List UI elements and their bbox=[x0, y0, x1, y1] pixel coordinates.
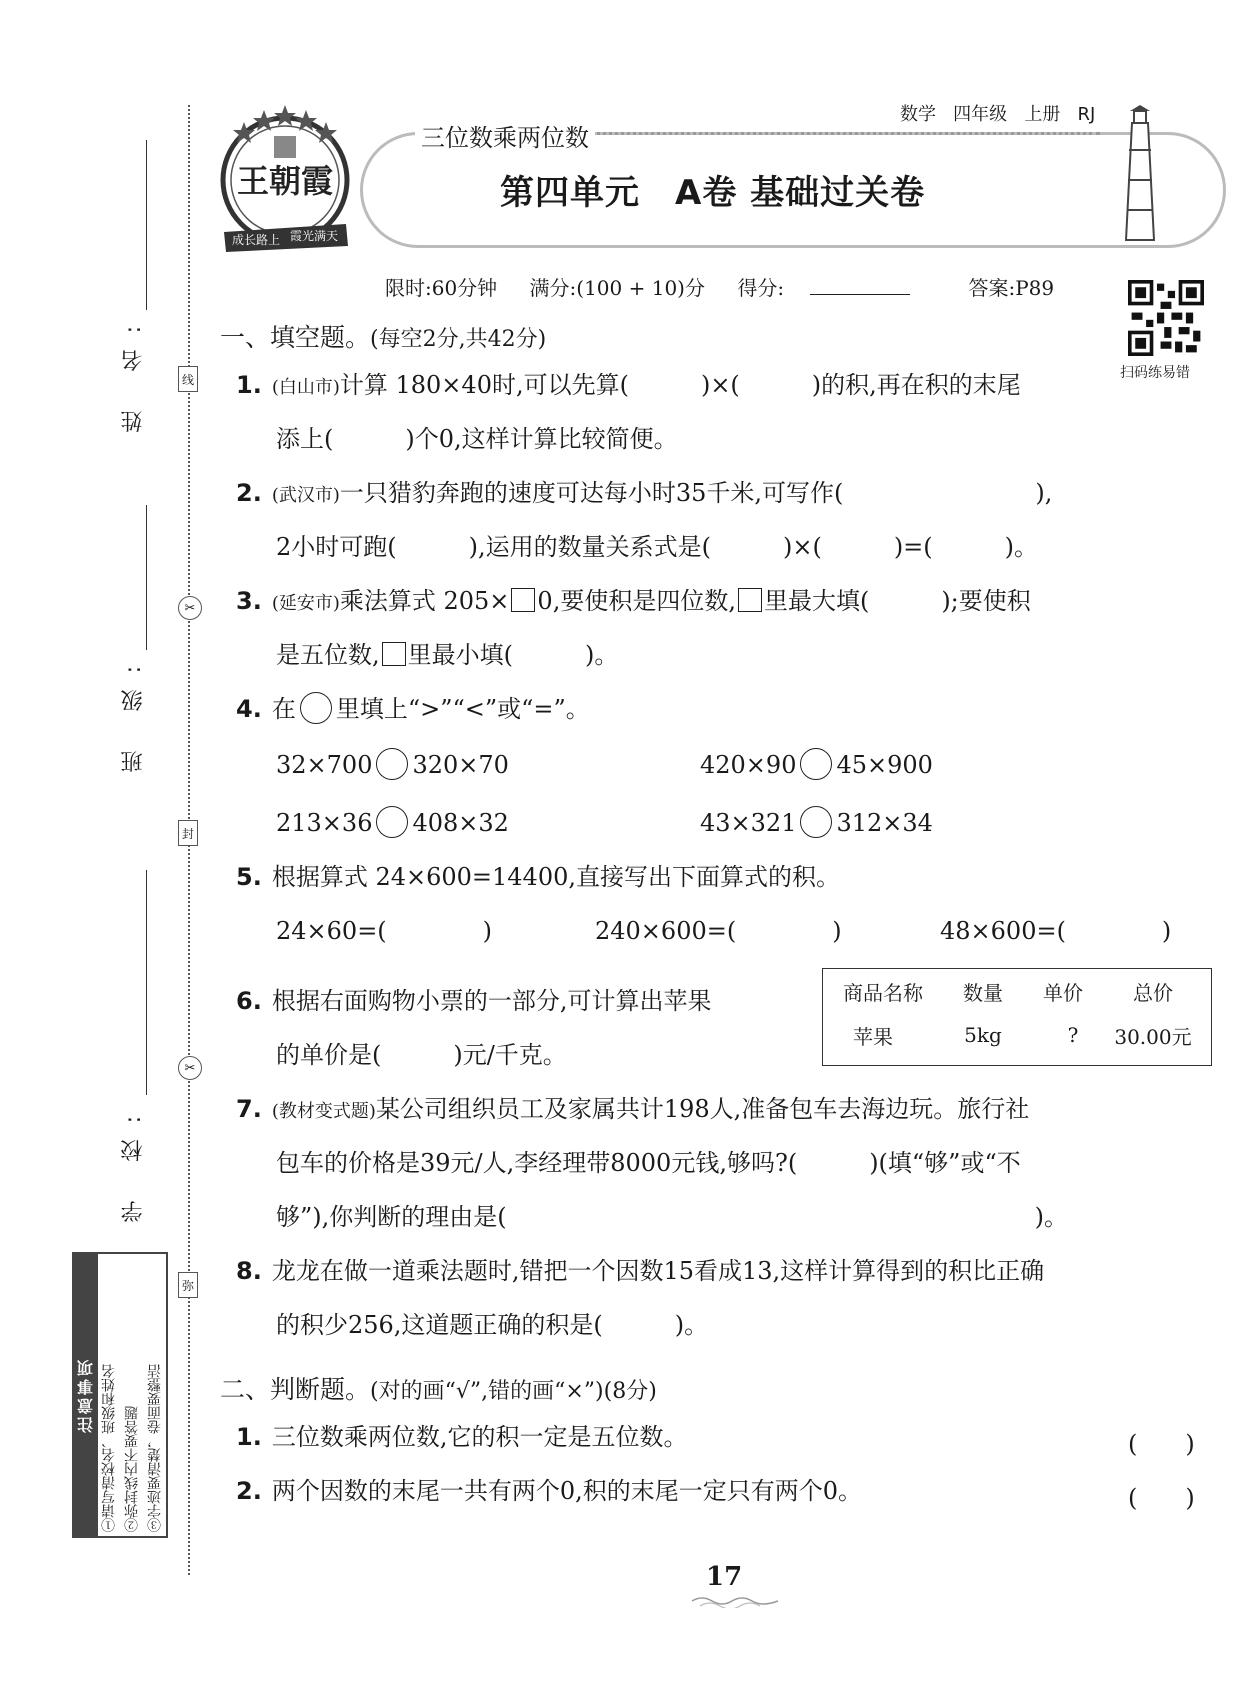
q6-line1: 6. 根据右面购物小票的一部分,可计算出苹果 bbox=[236, 987, 712, 1015]
blank-box[interactable] bbox=[382, 642, 406, 666]
notice-box bbox=[72, 1252, 168, 1538]
school-field[interactable] bbox=[146, 870, 147, 1095]
wave-decoration-icon bbox=[690, 1594, 780, 1608]
compare-circle[interactable] bbox=[800, 748, 832, 780]
binding-mark-seal: 封 bbox=[178, 820, 198, 846]
score-field[interactable] bbox=[810, 276, 910, 295]
unit-topic: 三位数乘两位数 bbox=[415, 118, 595, 153]
q7-line2: 包车的价格是39元/人,李经理带8000元钱,够吗?( )(填“够”或“不 bbox=[276, 1149, 1021, 1177]
q5-item: 48×600=( ) bbox=[940, 917, 1172, 945]
name-field[interactable] bbox=[146, 140, 147, 310]
notice-item: ①请写清校名、班级和姓名 bbox=[101, 1364, 118, 1532]
q5-line: 5. 根据算式 24×600=14400,直接写出下面算式的积。 bbox=[236, 863, 840, 891]
q4-item: 32×700 320×70 bbox=[276, 738, 509, 792]
section2-title: 二、判断题。(对的画“√”,错的画“×”)(8分) bbox=[220, 1375, 657, 1404]
svg-text:成长路上: 成长路上 bbox=[231, 233, 281, 247]
topic-rule bbox=[590, 132, 1100, 135]
q8-line2: 的积少256,这道题正确的积是( )。 bbox=[276, 1311, 709, 1339]
exam-meta: 限时:60分钟 满分:(100 + 10)分 得分: 答案:P89 bbox=[385, 276, 1055, 300]
q4-item: 43×321 312×34 bbox=[700, 796, 933, 850]
q4-line: 4. 在 里填上“>”“<”或“=”。 bbox=[236, 682, 590, 736]
q3-line1: 3. (延安市)乘法算式 205× 0,要使积是四位数, 里最大填( );要使积 bbox=[236, 587, 1031, 615]
blank-box[interactable] bbox=[511, 588, 535, 612]
class-label: 班 级: bbox=[121, 650, 146, 773]
compare-circle[interactable] bbox=[800, 806, 832, 838]
page-title: 第四单元 A卷 基础过关卷 bbox=[500, 173, 926, 213]
compare-circle[interactable] bbox=[376, 748, 408, 780]
q1-line2: 添上( )个0,这样计算比较简便。 bbox=[276, 425, 678, 453]
q1-line1: 1. (白山市)计算 180×40时,可以先算( )×( )的积,再在积的末尾 bbox=[236, 371, 1021, 399]
lighthouse-icon bbox=[1110, 105, 1170, 245]
q7-line3: 够”),你判断的理由是( )。 bbox=[276, 1203, 1068, 1231]
judge-answer-paren[interactable]: ( ) bbox=[1128, 1430, 1195, 1458]
compare-circle[interactable] bbox=[300, 692, 332, 724]
scissor-icon: ✂ bbox=[178, 596, 202, 620]
book-info: 数学 四年级 上册 RJ bbox=[900, 104, 1096, 125]
judge-q1: 1. 三位数乘两位数,它的积一定是五位数。 bbox=[236, 1423, 688, 1451]
blank-box[interactable] bbox=[738, 588, 762, 612]
svg-text:霞光满天: 霞光满天 bbox=[289, 229, 339, 243]
q5-item: 240×600=( ) bbox=[595, 917, 842, 945]
notice-item: ②弥封线内不要答题 bbox=[123, 1406, 140, 1532]
judge-answer-paren[interactable]: ( ) bbox=[1128, 1484, 1195, 1512]
q6-line2: 的单价是( )元/千克。 bbox=[276, 1041, 567, 1069]
class-field[interactable] bbox=[146, 505, 147, 650]
binding-mark-line: 线 bbox=[178, 366, 198, 392]
q3-line2: 是五位数, 里最小填( )。 bbox=[276, 641, 619, 669]
q4-item: 213×36 408×32 bbox=[276, 796, 509, 850]
q4-item: 420×90 45×900 bbox=[700, 738, 933, 792]
logo-text: 王朝霞 bbox=[236, 162, 334, 200]
notice-item: ③字迹要清楚，卷面要整洁 bbox=[146, 1364, 163, 1532]
notice-title: 注意事项 bbox=[74, 1254, 98, 1536]
page-number: 17 bbox=[706, 1562, 743, 1592]
name-label: 姓 名: bbox=[121, 310, 146, 433]
section1-title: 一、填空题。(每空2分,共42分) bbox=[220, 323, 547, 352]
q8-line1: 8. 龙龙在做一道乘法题时,错把一个因数15看成13,这样计算得到的积比正确 bbox=[236, 1257, 1045, 1285]
q7-line1: 7. (教材变式题)某公司组织员工及家属共计198人,准备包车去海边玩。旅行社 bbox=[236, 1095, 1030, 1123]
binding-mark-mi: 弥 bbox=[178, 1272, 198, 1298]
qr-caption: 扫码练易错 bbox=[1120, 365, 1190, 381]
school-label: 学 校: bbox=[121, 1100, 146, 1223]
qr-code-icon[interactable] bbox=[1128, 280, 1204, 356]
scissor-icon: ✂ bbox=[178, 1056, 202, 1080]
shopping-receipt: 商品名称 数量 单价 总价 苹果 5kg ? 30.00元 bbox=[822, 968, 1212, 1066]
q5-item: 24×60=( ) bbox=[276, 917, 493, 945]
judge-q2: 2. 两个因数的末尾一共有两个0,积的末尾一定只有两个0。 bbox=[236, 1477, 862, 1505]
q2-line2: 2小时可跑( ),运用的数量关系式是( )×( )=( )。 bbox=[276, 533, 1039, 561]
brand-logo bbox=[214, 100, 356, 260]
q2-line1: 2. (武汉市)一只猎豹奔跑的速度可达每小时35千米,可写作( ), bbox=[236, 479, 1053, 507]
compare-circle[interactable] bbox=[376, 806, 408, 838]
